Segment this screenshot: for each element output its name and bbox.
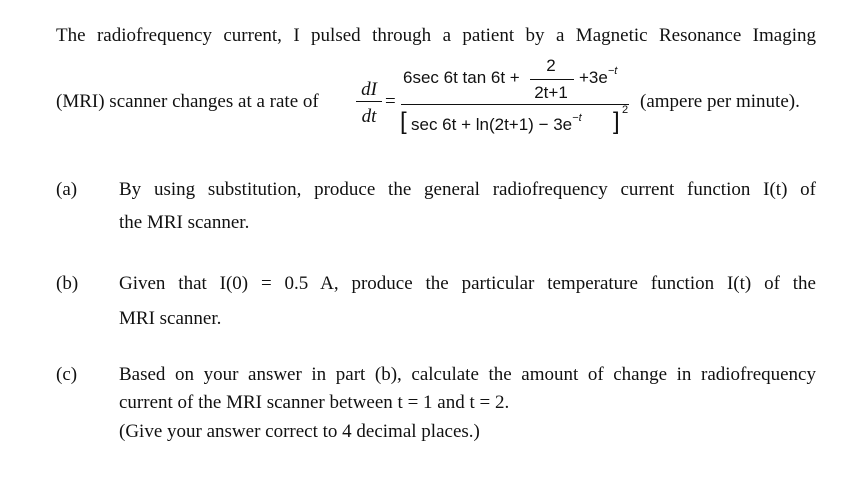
part-b-line-1: Given that I(0) = 0.5 A, produce the particular temperature function I(t) of the: [119, 273, 816, 294]
part-b-line-2: MRI scanner.: [119, 308, 222, 329]
part-a-line-1: By using substitution, produce the general radiofrequency current function I(t) of: [119, 179, 816, 200]
derivative-denominator: dt: [361, 106, 377, 127]
numerator-exponent: −t: [607, 65, 618, 77]
intro-line-2-suffix: (ampere per minute).: [640, 91, 800, 112]
part-a-line-2: the MRI scanner.: [119, 212, 250, 233]
part-c-label: (c): [56, 364, 78, 385]
intro-line-2-prefix: (MRI) scanner changes at a rate of: [56, 91, 319, 112]
numerator-part2-text: +3e: [579, 68, 608, 87]
numerator-part1: 6sec 6t tan 6t +: [403, 68, 520, 87]
part-c-line-2: current of the MRI scanner between t = 1 and t = 2.: [119, 392, 510, 413]
part-c-line-3: (Give your answer correct to 4 decimal places.): [119, 421, 480, 442]
part-c-line-1: Based on your answer in part (b), calculate the amount of change in radiofrequency: [119, 364, 816, 385]
numerator-part2: [579, 65, 618, 88]
derivative-bar: [356, 101, 382, 102]
denominator-close-bracket: ]: [613, 108, 620, 135]
inner-fraction-denominator: 2t+1: [534, 83, 568, 102]
inner-fraction-numerator: 2: [546, 56, 556, 75]
denominator-power: 2: [622, 104, 629, 116]
inner-fraction-bar: [530, 79, 574, 80]
denominator-exponent: −t: [572, 112, 582, 124]
part-b-label: (b): [56, 273, 79, 294]
derivative-numerator: dI: [361, 79, 377, 100]
denominator-body-text: sec 6t + ln(2t+1) − 3e: [411, 115, 573, 134]
denominator-open-bracket: [: [400, 108, 407, 135]
equals-sign: =: [385, 91, 396, 112]
main-fraction-bar: [401, 104, 629, 105]
denominator-body: [411, 112, 582, 135]
intro-line-1: The radiofrequency current, I pulsed through a patient by a Magnetic Resonance Imaging: [56, 25, 816, 46]
part-a-label: (a): [56, 179, 78, 200]
